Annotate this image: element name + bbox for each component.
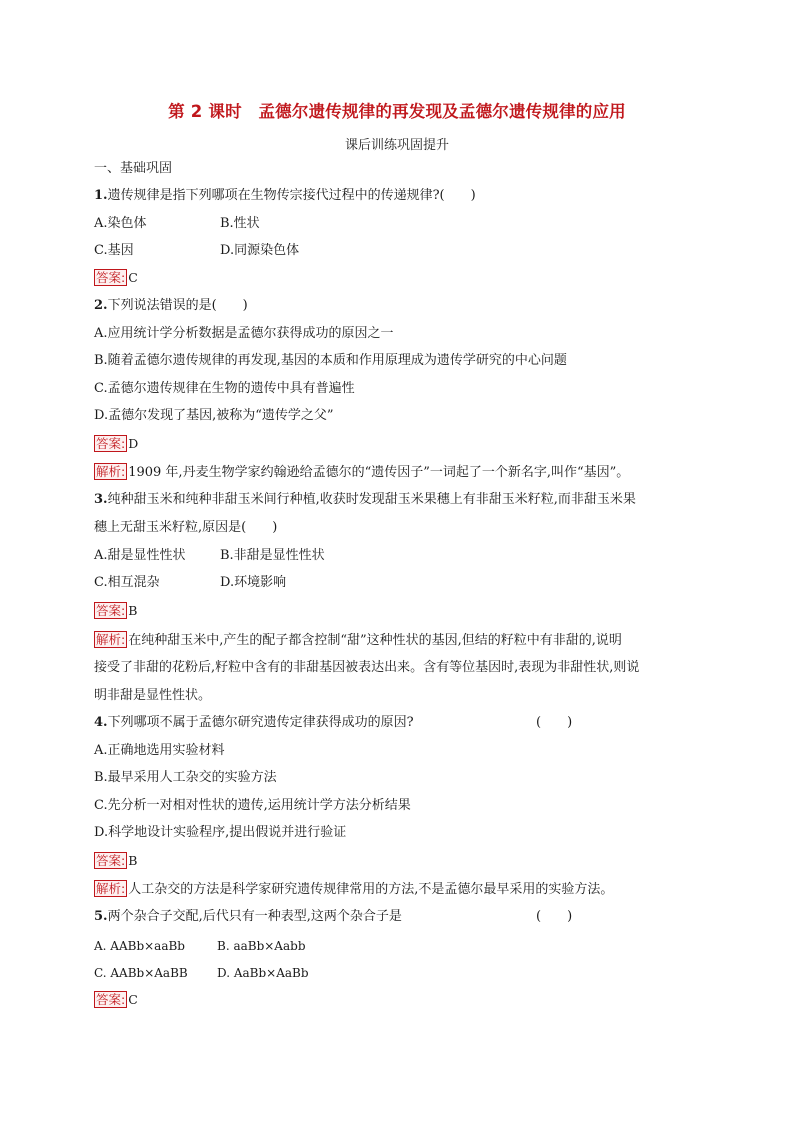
q5-answer: [94, 991, 138, 1010]
option-d: D.科学地设计实验程序,提出假说并进行验证: [94, 825, 347, 840]
q3-answer: [94, 602, 137, 621]
q5-options-row-1: [94, 937, 306, 955]
explain-label: 解析:: [96, 464, 126, 479]
q3-options-row-2: [94, 574, 286, 592]
option-a: A.甜是显性性状: [94, 548, 186, 563]
section-heading: 一、基础巩固: [94, 161, 173, 176]
question-stem: 遗传规律是指下列哪项在生物传宗接代过程中的传递规律?( ): [107, 188, 476, 203]
page-title: 第 2 课时 孟德尔遗传规律的再发现及孟德尔遗传规律的应用: [168, 102, 626, 121]
q1-options-row-2: [94, 242, 299, 260]
answer-label: 答案:: [96, 270, 126, 285]
option-b: B.性状: [220, 216, 260, 231]
option-c: C.相互混杂: [94, 575, 160, 590]
q1-answer: [94, 269, 138, 288]
question-number: 1.: [94, 188, 108, 203]
option-a: A.正确地选用实验材料: [94, 743, 225, 758]
option-a: A.染色体: [94, 216, 147, 231]
question-stem: 下列哪项不属于孟德尔研究遗传定律获得成功的原因?: [107, 715, 414, 730]
answer-blank: ( ): [536, 715, 573, 730]
option-d: D.环境影响: [220, 575, 287, 590]
q4-explanation: [94, 880, 613, 899]
question-3: [94, 491, 636, 509]
option-a: A. AABb×aaBb: [94, 939, 185, 953]
answer-blank: ( ): [536, 909, 573, 924]
answer-value: C: [128, 270, 138, 285]
explain-label: 解析:: [96, 632, 126, 647]
explain-label: 解析:: [96, 881, 126, 896]
explain-text: 人工杂交的方法是科学家研究遗传规律常用的方法,不是孟德尔最早采用的实验方法。: [128, 882, 614, 897]
question-stem-line-1: 纯种甜玉米和纯种非甜玉米间行种植,收获时发现甜玉米果穗上有非甜玉米籽粒,而非甜玉米果: [107, 492, 636, 507]
option-c: C.孟德尔遗传规律在生物的遗传中具有普遍性: [94, 381, 355, 396]
page-subtitle: 课后训练巩固提升: [344, 138, 449, 153]
answer-label: 答案:: [96, 436, 126, 451]
question-4: [94, 714, 414, 732]
option-c: C.先分析一对相对性状的遗传,运用统计学方法分析结果: [94, 798, 411, 813]
q3-options-row-1: [94, 547, 325, 565]
option-d: D.同源染色体: [220, 243, 300, 258]
answer-label: 答案:: [96, 853, 126, 868]
question-5: [94, 908, 402, 926]
question-number: 4.: [94, 715, 108, 730]
option-b: B.最早采用人工杂交的实验方法: [94, 770, 277, 785]
option-b: B.随着孟德尔遗传规律的再发现,基因的本质和作用原理成为遗传学研究的中心问题: [94, 353, 567, 368]
q2-answer: [94, 435, 138, 454]
q3-explanation-line-3: 明非甜是显性性状。: [94, 688, 212, 703]
answer-value: B: [128, 603, 138, 618]
explain-text: 1909 年,丹麦生物学家约翰逊给孟德尔的“遗传因子”一词起了一个新名字,叫作“基因”。: [128, 465, 630, 480]
q3-explanation-line-2: 接受了非甜的花粉后,籽粒中含有的非甜基因被表达出来。含有等位基因时,表现为非甜性状,则说: [94, 660, 640, 675]
answer-value: C: [128, 992, 138, 1007]
option-a: A.应用统计学分析数据是孟德尔获得成功的原因之一: [94, 326, 394, 341]
option-b: B.非甜是显性性状: [220, 548, 325, 563]
question-1: [94, 187, 476, 205]
question-number: 3.: [94, 492, 108, 507]
option-c: C. AABb×AaBB: [94, 966, 188, 980]
q1-options-row-1: [94, 215, 260, 233]
answer-value: D: [128, 436, 139, 451]
question-stem: 两个杂合子交配,后代只有一种表型,这两个杂合子是: [107, 909, 402, 924]
question-stem: 下列说法错误的是( ): [107, 298, 248, 313]
q4-answer: [94, 852, 137, 871]
question-stem-line-2: 穗上无甜玉米籽粒,原因是( ): [94, 520, 278, 535]
q5-options-row-2: [94, 964, 309, 982]
question-number: 2.: [94, 298, 108, 313]
question-number: 5.: [94, 909, 108, 924]
answer-label: 答案:: [96, 992, 126, 1007]
q2-explanation: [94, 463, 629, 482]
answer-label: 答案:: [96, 603, 126, 618]
option-d: D. AaBb×AaBb: [217, 966, 309, 980]
answer-value: B: [128, 853, 138, 868]
explain-text: 在纯种甜玉米中,产生的配子都含控制“甜”这种性状的基因,但结的籽粒中有非甜的,说明: [128, 633, 622, 648]
option-b: B. aaBb×Aabb: [217, 939, 306, 953]
question-2: [94, 297, 248, 315]
option-d: D.孟德尔发现了基因,被称为“遗传学之父”: [94, 408, 334, 423]
option-c: C.基因: [94, 243, 134, 258]
q3-explanation-line-1: [94, 631, 622, 650]
